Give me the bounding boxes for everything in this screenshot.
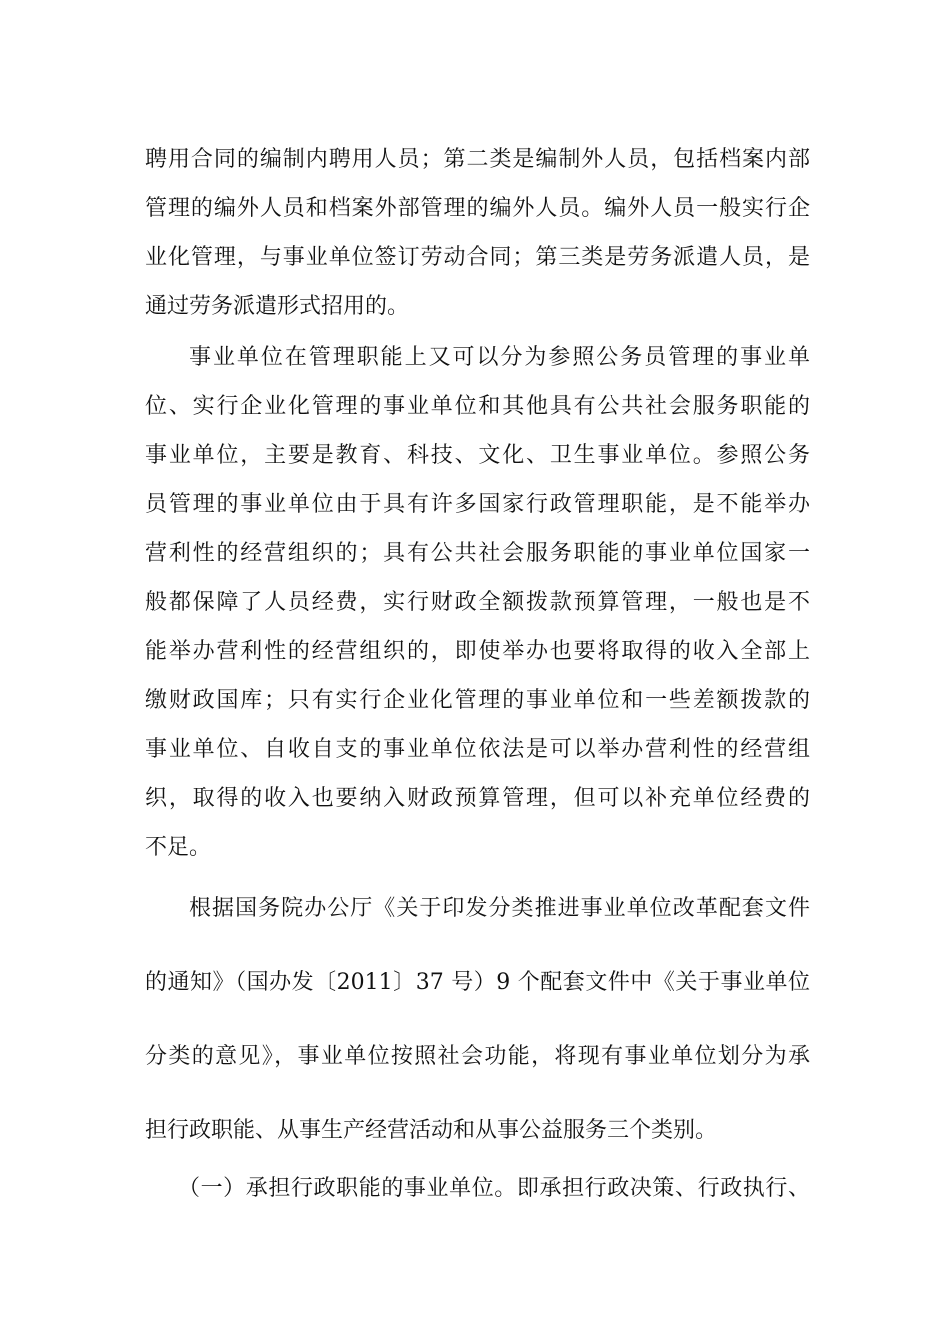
paragraph-1 <box>145 135 810 331</box>
text-line: 不足。 <box>145 835 212 860</box>
text-line: 业化管理，与事业单位签订劳动合同；第三类是劳务派遣人员，是 <box>145 245 810 270</box>
text-line: 分类的意见》，事业单位按照社会功能，将现有事业单位划分为承 <box>145 1044 810 1069</box>
text-line: 营利性的经营组织的；具有公共社会服务职能的事业单位国家一 <box>145 541 810 566</box>
text-line: 能举办营利性的经营组织的，即使举办也要将取得的收入全部上 <box>145 639 810 664</box>
text-line: 担行政职能、从事生产经营活动和从事公益服务三个类别。 <box>145 1118 718 1143</box>
text-line: 的通知》（国办发〔2011〕37 号）9 个配套文件中《关于事业单位 <box>145 970 810 995</box>
text-line: 管理的编外人员和档案外部管理的编外人员。编外人员一般实行企 <box>145 196 810 221</box>
text-line: 通过劳务派遣形式招用的。 <box>145 294 410 319</box>
text-line: 事业单位、自收自支的事业单位依法是可以举办营利性的经营组 <box>145 737 810 762</box>
text-line: 事业单位在管理职能上又可以分为参照公务员管理的事业单 <box>189 345 810 370</box>
paragraph-3 <box>145 872 810 1168</box>
paragraph-2 <box>145 333 810 872</box>
text-line: 缴财政国库；只有实行企业化管理的事业单位和一些差额拨款的 <box>145 688 810 713</box>
text-line: 聘用合同的编制内聘用人员；第二类是编制外人员，包括档案内部 <box>145 147 810 172</box>
text-line: （一）承担行政职能的事业单位。即承担行政决策、行政执行、 <box>178 1176 810 1201</box>
text-line: 事业单位，主要是教育、科技、文化、卫生事业单位。参照公务 <box>145 443 810 468</box>
text-line: 般都保障了人员经费，实行财政全额拨款预算管理，一般也是不 <box>145 590 810 615</box>
text-line: 员管理的事业单位由于具有许多国家行政管理职能，是不能举办 <box>145 492 810 517</box>
text-line: 位、实行企业化管理的事业单位和其他具有公共社会服务职能的 <box>145 394 810 419</box>
paragraph-4 <box>145 1164 810 1213</box>
text-line: 织，取得的收入也要纳入财政预算管理，但可以补充单位经费的 <box>145 786 810 811</box>
text-line: 根据国务院办公厅《关于印发分类推进事业单位改革配套文件 <box>189 896 810 921</box>
